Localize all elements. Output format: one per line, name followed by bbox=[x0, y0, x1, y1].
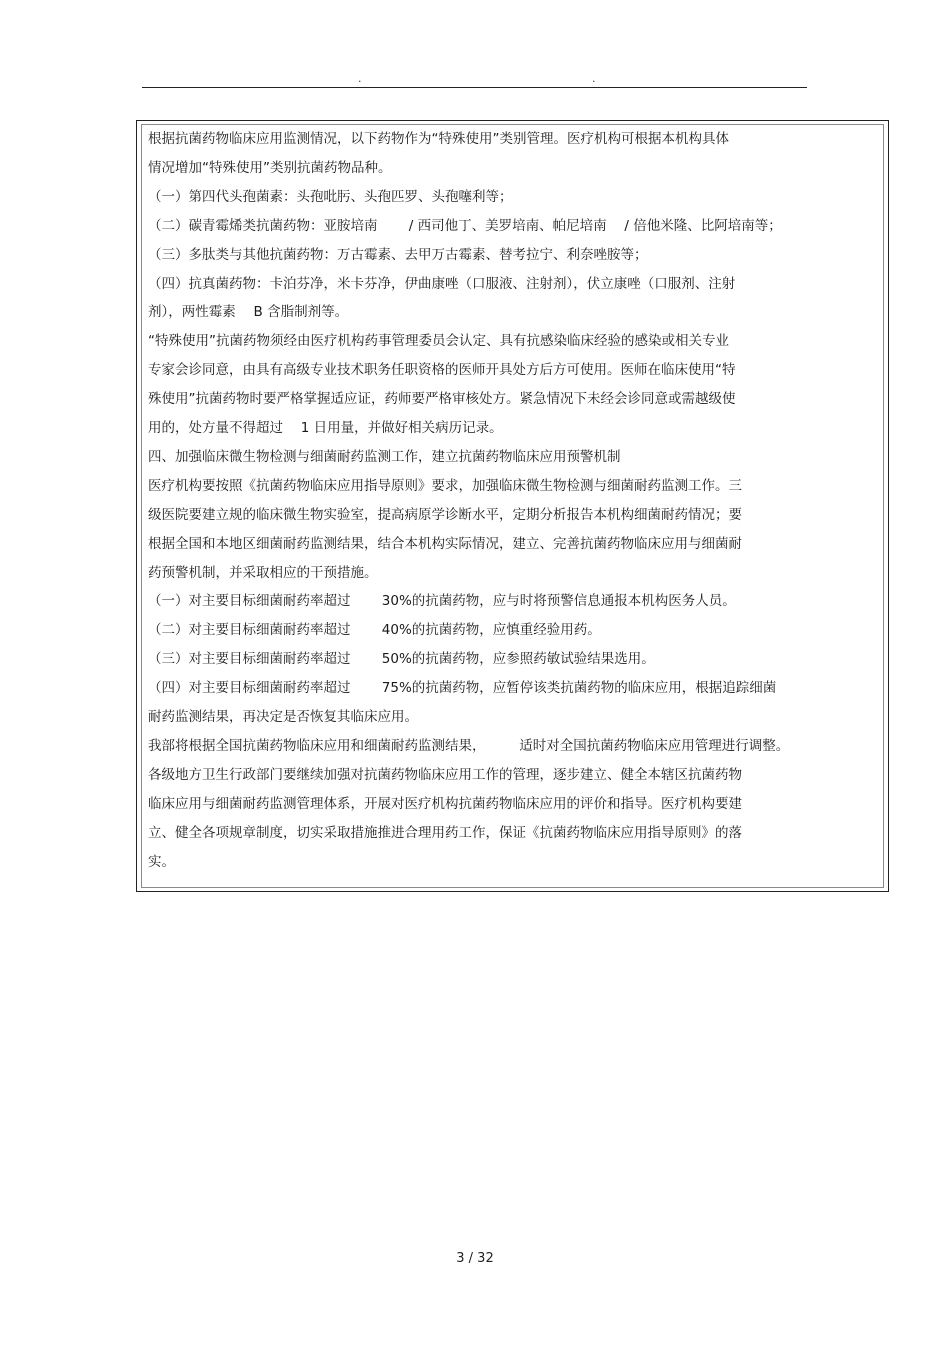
body-line: （一）对主要目标细菌耐药率超过 30%的抗菌药物，应与时将预警信息通报本机构医务人员。 bbox=[148, 593, 736, 610]
body-line: 我部将根据全国抗菌药物临床应用和细菌耐药监测结果， 适时对全国抗菌药物临床应用管理进行调整。 bbox=[148, 737, 790, 754]
body-line: 医疗机构要按照《抗菌药物临床应用指导原则》要求，加强临床微生物检测与细菌耐药监测工作。三 bbox=[148, 477, 742, 494]
body-line: 用的，处方量不得超过 1 日用量，并做好相关病历记录。 bbox=[148, 420, 503, 436]
page-number: 3 / 32 bbox=[456, 1251, 494, 1266]
header-rule bbox=[142, 87, 807, 88]
body-line: 专家会诊同意，由具有高级专业技术职务任职资格的医师开具处方后方可使用。医师在临床使用“特 bbox=[148, 362, 736, 379]
body-line: （三）多肽类与其他抗菌药物：万古霉素、去甲万古霉素、替考拉宁、利奈唑胺等； bbox=[148, 246, 648, 263]
body-line: （二）碳青霉烯类抗菌药物：亚胺培南 / 西司他丁、美罗培南、帕尼培南 / 倍他米隆、比阿培南等； bbox=[148, 217, 782, 234]
body-line: 殊使用”抗菌药物时要严格掌握适应证，药师要严格审核处方。紧急情况下未经会诊同意或需越级使 bbox=[148, 391, 736, 408]
page-header bbox=[0, 72, 950, 86]
body-line: （四）对主要目标细菌耐药率超过 75%的抗菌药物，应暂停该类抗菌药物的临床应用，根据追踪细菌 bbox=[148, 680, 777, 697]
body-line: 四、加强临床微生物检测与细菌耐药监测工作，建立抗菌药物临床应用预警机制 bbox=[148, 448, 621, 465]
body-line: 临床应用与细菌耐药监测管理体系，开展对医疗机构抗菌药物临床应用的评价和指导。医疗机构要建 bbox=[148, 795, 742, 812]
body-line: 根据抗菌药物临床应用监测情况，以下药物作为“特殊使用”类别管理。医疗机构可根据本机构具体 bbox=[148, 131, 729, 147]
body-line: 药预警机制，并采取相应的干预措施。 bbox=[148, 564, 378, 581]
body-line: “特殊使用”抗菌药物须经由医疗机构药事管理委员会认定、具有抗感染临床经验的感染或相关专业 bbox=[148, 333, 729, 350]
header-dot-left: . bbox=[358, 72, 362, 85]
body-line: （一）第四代头孢菌素：头孢吡肟、头孢匹罗、头孢噻利等； bbox=[148, 188, 513, 205]
body-line: 耐药监测结果，再决定是否恢复其临床应用。 bbox=[148, 709, 418, 725]
body-line: （二）对主要目标细菌耐药率超过 40%的抗菌药物，应慎重经验用药。 bbox=[148, 622, 601, 639]
content-table bbox=[136, 120, 889, 892]
body-line: 级医院要建立规的临床微生物实验室，提高病原学诊断水平，定期分析报告本机构细菌耐药情况；要 bbox=[148, 506, 742, 523]
body-line: （四）抗真菌药物：卡泊芬净，米卡芬净，伊曲康唑（口服液、注射剂），伏立康唑（口服剂、注射 bbox=[148, 275, 736, 292]
body-line: 实。 bbox=[148, 853, 175, 870]
body-line: 立、健全各项规章制度，切实采取措施推进合理用药工作，保证《抗菌药物临床应用指导原则》的落 bbox=[148, 824, 742, 841]
body-line: （三）对主要目标细菌耐药率超过 50%的抗菌药物，应参照药敏试验结果选用。 bbox=[148, 651, 655, 668]
header-dot-right: . bbox=[592, 72, 596, 85]
body-line: 剂），两性霉素 B 含脂制剂等。 bbox=[148, 304, 349, 321]
content-cell bbox=[141, 124, 884, 888]
body-line: 各级地方卫生行政部门要继续加强对抗菌药物临床应用工作的管理，逐步建立、健全本辖区抗菌药物 bbox=[148, 766, 742, 783]
body-line: 情况增加“特殊使用”类别抗菌药物品种。 bbox=[148, 159, 392, 176]
body-line: 根据全国和本地区细菌耐药监测结果，结合本机构实际情况，建立、完善抗菌药物临床应用与细菌耐 bbox=[148, 535, 742, 552]
